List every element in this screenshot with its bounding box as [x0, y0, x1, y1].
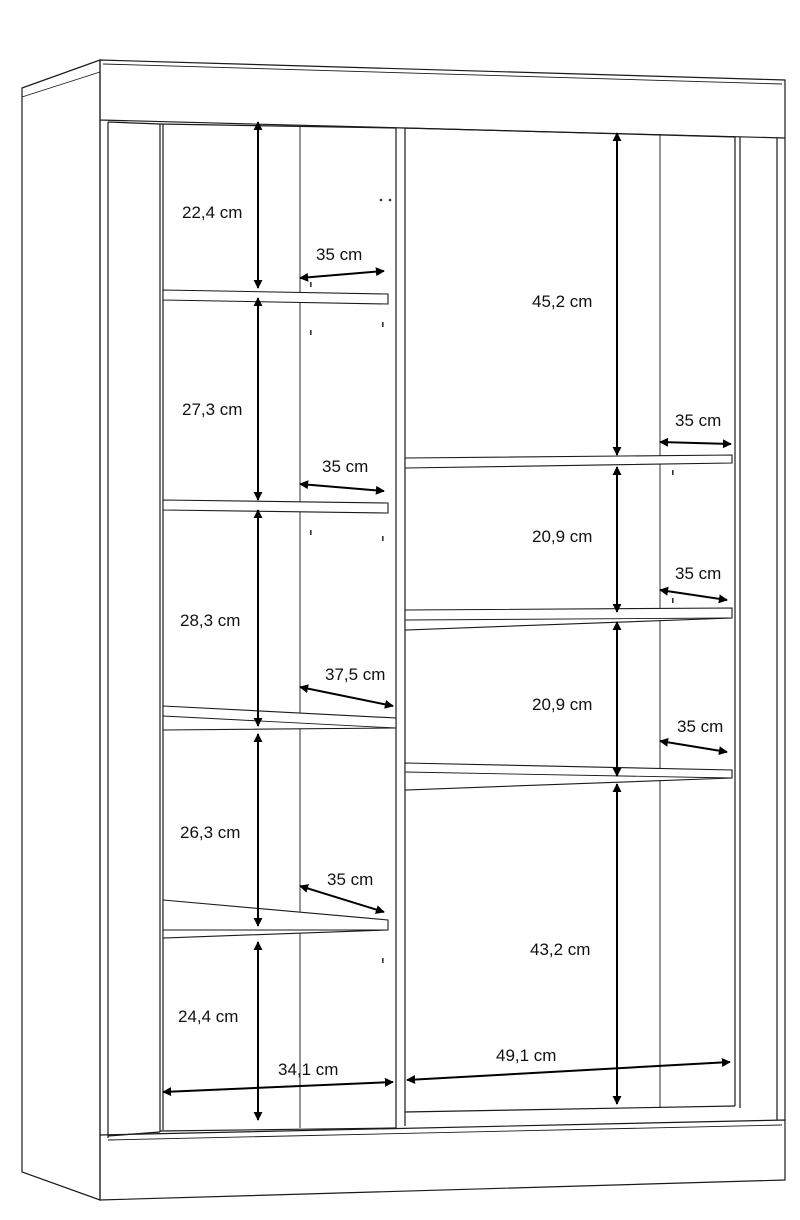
- depth-label-left-2: 35 cm: [322, 457, 369, 476]
- width-arrow-right: [407, 1062, 730, 1080]
- height-label-left-5: 24,4 cm: [178, 1007, 239, 1026]
- depth-label-right-1: 35 cm: [675, 411, 722, 430]
- depth-label-left-4: 35 cm: [327, 870, 374, 889]
- right-shelves: [405, 455, 732, 790]
- height-label-left-2: 27,3 cm: [182, 400, 243, 419]
- depth-arrow-left-4: [300, 886, 384, 912]
- height-label-right-1: 45,2 cm: [532, 292, 593, 311]
- width-arrow-left: [163, 1082, 393, 1092]
- depth-arrow-right-3: [660, 741, 727, 752]
- depth-arrow-right-1: [660, 442, 731, 444]
- height-label-right-4: 43,2 cm: [530, 940, 591, 959]
- height-label-left-3: 28,3 cm: [180, 611, 241, 630]
- width-label-left: 34,1 cm: [278, 1060, 339, 1079]
- height-label-right-3: 20,9 cm: [532, 695, 593, 714]
- depth-arrow-left-1: [300, 271, 384, 278]
- depth-label-right-3: 35 cm: [677, 717, 724, 736]
- shelf-pins: [310, 199, 674, 963]
- depth-label-left-3: 37,5 cm: [325, 665, 386, 684]
- depth-label-left-1: 35 cm: [316, 245, 363, 264]
- dimension-labels: [178, 203, 723, 1079]
- depth-label-right-2: 35 cm: [675, 564, 722, 583]
- width-label-right: 49,1 cm: [496, 1046, 557, 1065]
- depth-arrow-left-3: [300, 687, 393, 706]
- height-label-right-2: 20,9 cm: [532, 527, 593, 546]
- depth-arrow-left-2: [300, 484, 384, 491]
- height-label-left-1: 22,4 cm: [182, 203, 243, 222]
- height-label-left-4: 26,3 cm: [180, 823, 241, 842]
- cabinet-outline: [22, 60, 785, 1200]
- depth-arrow-right-2: [660, 590, 727, 600]
